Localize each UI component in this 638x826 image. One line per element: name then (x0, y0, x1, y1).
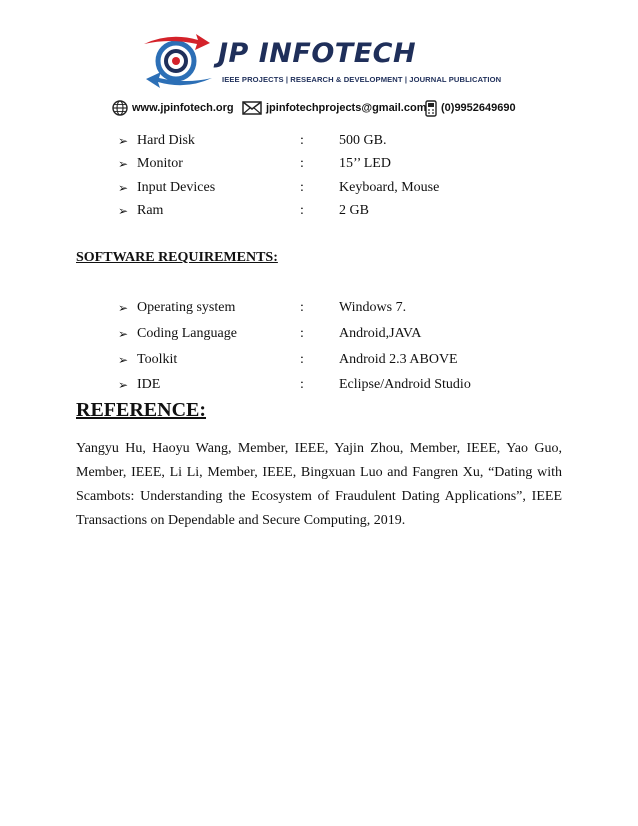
list-item (0, 350, 638, 370)
brand-name: JP INFOTECH (218, 38, 417, 69)
item-value: 2 GB (339, 203, 369, 218)
arrow-bullet-icon: ➢ (118, 134, 129, 148)
item-separator: : (300, 203, 304, 218)
item-label: Input Devices (137, 180, 216, 195)
list-item (0, 324, 638, 344)
item-value: 15’’ LED (339, 156, 391, 171)
arrow-bullet-icon: ➢ (118, 378, 129, 392)
item-separator: : (300, 352, 304, 367)
item-label: Monitor (137, 156, 183, 171)
globe-icon (112, 100, 128, 116)
mail-icon (242, 101, 262, 115)
email-text: jpinfotechprojects@gmail.com (266, 102, 427, 114)
item-value: Keyboard, Mouse (339, 180, 440, 195)
arrow-bullet-icon: ➢ (118, 353, 129, 367)
item-separator: : (300, 326, 304, 341)
list-item (0, 375, 638, 395)
reference-heading: REFERENCE: (76, 399, 207, 421)
arrow-bullet-icon: ➢ (118, 327, 129, 341)
phone-icon (425, 100, 437, 117)
list-item (0, 154, 638, 174)
item-separator: : (300, 300, 304, 315)
item-value: Android 2.3 ABOVE (339, 352, 458, 367)
item-label: Hard Disk (137, 133, 195, 148)
item-value: Android,JAVA (339, 326, 422, 341)
list-item (0, 298, 638, 318)
letterhead (0, 0, 638, 122)
website-contact[interactable] (112, 99, 234, 117)
list-item (0, 131, 638, 151)
arrow-bullet-icon: ➢ (118, 204, 129, 218)
item-label: IDE (137, 377, 161, 392)
item-label: Coding Language (137, 326, 237, 341)
item-label: Ram (137, 203, 164, 218)
item-value: 500 GB. (339, 133, 387, 148)
software-requirements-heading: SOFTWARE REQUIREMENTS: (76, 250, 278, 265)
brand-tagline: IEEE PROJECTS | RESEARCH & DEVELOPMENT | JOURNAL PUBLICATION (222, 75, 502, 84)
arrow-bullet-icon: ➢ (118, 157, 129, 171)
item-value: Eclipse/Android Studio (339, 377, 471, 392)
reference-citation: Yangyu Hu, Haoyu Wang, Member, IEEE, Yajin Zhou, Member, IEEE, Yao Guo, Member, IEEE, Li Li, Member, IEEE, Bingxuan Luo and Fangren Xu, “Dating with Scambots: Understanding the Ecosystem of Fraudulent Dating Applications”, IEEE Transactions on Dependable and Secure Computing, 2019. (76, 441, 562, 528)
phone-text: (0)9952649690 (441, 102, 516, 114)
item-separator: : (300, 180, 304, 195)
email-contact[interactable] (242, 99, 426, 117)
jp-infotech-logo-icon (140, 30, 216, 92)
item-label: Toolkit (137, 352, 178, 367)
website-text: www.jpinfotech.org (132, 102, 234, 114)
list-item (0, 178, 638, 198)
arrow-bullet-icon: ➢ (118, 181, 129, 195)
item-value: Windows 7. (339, 300, 407, 315)
item-separator: : (300, 133, 304, 148)
list-item (0, 201, 638, 221)
arrow-bullet-icon: ➢ (118, 301, 129, 315)
item-separator: : (300, 156, 304, 171)
item-label: Operating system (137, 300, 236, 315)
phone-contact[interactable] (425, 99, 516, 117)
item-separator: : (300, 377, 304, 392)
